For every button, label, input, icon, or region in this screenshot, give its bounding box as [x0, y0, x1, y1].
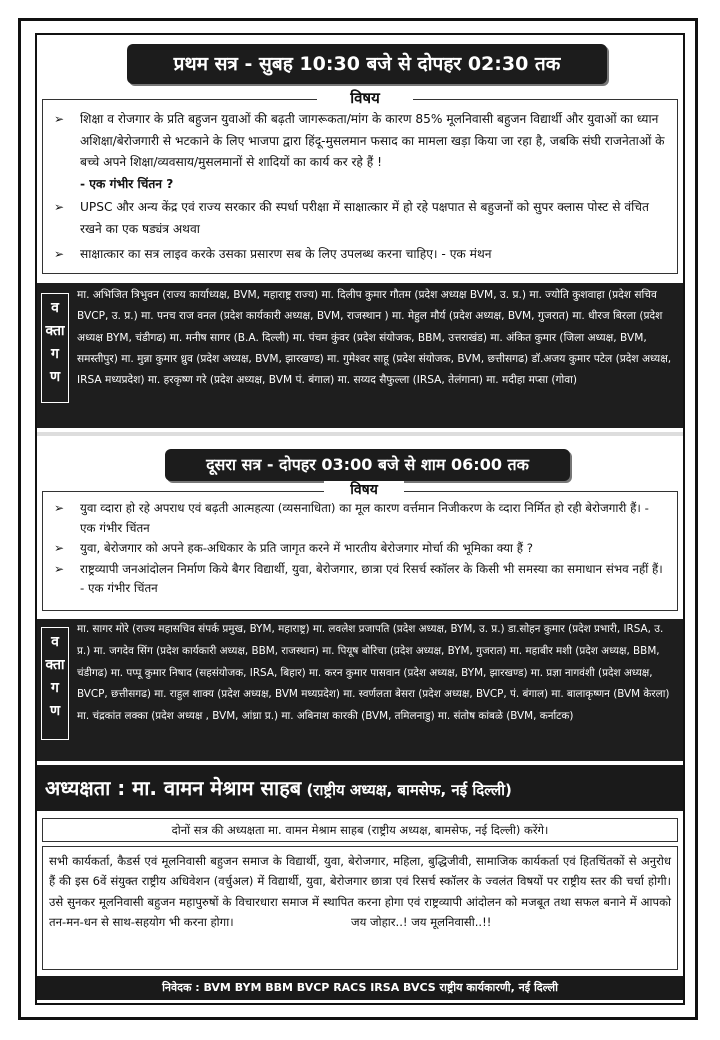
list-item [52, 539, 668, 559]
label-char: क्ता [45, 323, 65, 339]
topic-text: शिक्षा व रोजगार के प्रति बहुजन युवाओं की बढ़ती जागरूकता/मांग के कारण 85% मूलनिवासी बहुजन विद्यार्थी और युवाओं का ध्यान अशिक्षा/बेरोजगारी से भटकाने के लिए भाजपा द्वारा हिंदू-मुसलमान फसाद का मामला खड़ा किया जा रहा है, जबकि संघी राजनेताओं के बच्चे अपने शिक्षा/व्यवसाय/मुसलमानों से शादियों का कार्य कर रहे हैं ! [80, 112, 665, 169]
footer-banner: निवेदक : BVM BYM BBM BVCP RACS IRSA BVCS राष्ट्रीय कार्यकारणी, नई दिल्ली [37, 976, 683, 1000]
session1-title: प्रथम सत्र - सुबह 10:30 बजे से दोपहर 02:30 तक [127, 44, 607, 84]
topic-sub: - एक गंभीर चिंतन ? [80, 176, 174, 191]
appeal-text: सभी कार्यकर्ता, कैडर्स एवं मूलनिवासी बहुजन समाज के विद्यार्थी, युवा, बेरोजगार, महिला, बुद्धिजीवी, सामाजिक कार्यकर्ता एवं हितचिंतकों से अनुरोध हैं की इस 6वें संयुक्त राष्ट्रीय अधिवेशन (वर्चुअल) में विद्यार्थी, युवा, बेरोजगार छात्रा एवं रिसर्च स्कॉलर के ज्वलंत विषयों पर राष्ट्रीय स्तर की चर्चा होगी। उसे सुनकर मूलनिवासी बहुजन महापुरुषों के विचारधारा समाज में स्थापित करना होगा एवं राष्ट्रव्यापी आंदोलन को मजबूत तथा सफल बनाने में आपको तन-मन-धन से साथ-सहयोग भी करना होगा। [49, 854, 671, 930]
arrow-bullet-icon: ➢ [54, 200, 65, 214]
arrow-bullet-icon: ➢ [54, 541, 65, 555]
arrow-bullet-icon: ➢ [54, 247, 65, 261]
session2-speakers-panel [37, 619, 683, 761]
session1-topic-heading: विषय [317, 88, 413, 108]
topic-text: युवा व्दारा हो रहे अपराध एवं बढ़ती आत्महत्या (व्यसनाधिता) का मूल कारण वर्त्तमान निजीकरण के व्दारा निर्मित हो रही बेरोजगारी हैं। - एक गंभीर चिंतन [80, 501, 649, 535]
session1-topic-list [52, 109, 668, 267]
list-item [52, 197, 668, 240]
topic-text: साक्षात्कार का सत्र लाइव करके उसका प्रसारण सब के लिए उपलब्ध करना चाहिए। - एक मंथन [80, 247, 492, 261]
label-char: ग [51, 346, 59, 362]
arrow-bullet-icon: ➢ [54, 561, 65, 576]
session2-title: दूसरा सत्र - दोपहर 03:00 बजे से शाम 06:00 तक [165, 449, 570, 481]
divider [37, 432, 683, 436]
speakers-vertical-label [41, 293, 69, 403]
speakers-vertical-label [41, 627, 69, 740]
list-item [52, 499, 668, 538]
list-item [52, 560, 668, 599]
chair-detail: (राष्ट्रीय अध्यक्ष, बामसेफ, नई दिल्ली) [301, 781, 512, 799]
session2-topic-list [52, 499, 668, 600]
session1-speakers-panel [37, 283, 683, 428]
label-char: ण [49, 703, 61, 719]
label-char: व [51, 634, 59, 650]
list-item [52, 244, 668, 266]
session1-speaker-names: मा. अभिजित त्रिभुवन (राज्य कार्याध्यक्ष, BVM, महाराष्ट्र राज्य) मा. दिलीप कुमार गौतम (प्रदेश अध्यक्ष BVM, उ. प्र.) मा. ज्योति कुशवाहा (प्रदेश सचिव BVCP, उ. प्र.) मा. पनच राज वनल (प्रदेश कार्यकारी अध्यक्ष, BVM, राजस्थान ) मा. मेहुल मौर्य (प्रदेश अध्यक्ष, BVM, गुजरात) मा. धीरज बिरला (प्रदेश अध्यक्ष BYM, चंडीगढ) मा. मनीष सागर (B.A. दिल्ली) मा. पंचम कुंवर (प्रदेश संयोजक, BBM, उत्तराखंड) मा. अंकित कुमार (जिला अध्यक्ष, BVM, समस्तीपुर) मा. मुन्ना कुमार ध्रुव (प्रदेश अध्यक्ष, BVM, झारखण्ड) मा. गुमेश्वर साहू (प्रदेश संयोजक, BVM, छत्तीसगढ) डॉ.अजय कुमार पटेल (प्रदेश अध्यक्ष, IRSA मध्यप्रदेश) मा. हरकृष्ण गरे (प्रदेश अध्यक्ष, BVM पं. बंगाल) मा. सय्यद सैफुल्ला (IRSA, तेलंगाना) मा. मदीहा मप्सा (गोवा) [77, 289, 672, 387]
topic-text: UPSC और अन्य केंद्र एवं राज्य सरकार की स्पर्धा परीक्षा में साक्षात्कार में हो रहे पक्षपात से बहुजनों को सुपर क्लास पोस्ट से वंचित रखने का एक षड्यंत्र अथवा [80, 200, 649, 236]
chair-label: अध्यक्षता : मा. वामन मेश्राम साहब [45, 776, 302, 800]
appeal-paragraph [42, 846, 678, 970]
arrow-bullet-icon: ➢ [54, 501, 65, 515]
session2-topic-heading: विषय [324, 481, 404, 499]
session2-speaker-names: मा. सागर मोरे (राज्य महासचिव संपर्क प्रमुख, BYM, महाराष्ट्र) मा. लवलेश प्रजापति (प्रदेश अध्यक्ष, BYM, उ. प्र.) डा.सोहन कुमार (प्रदेश प्रभारी, IRSA, उ. प्र.) मा. जगदेव सिंग (प्रदेश कार्यकारी अध्यक्ष, BBM, राजस्थान) मा. पियूष बोरिचा (प्रदेश अध्यक्ष, BYM, गुजरात) मा. महाबीर मशी (प्रदेश अध्यक्ष, BBM, चंडीगढ) मा. पप्पू कुमार निषाद (सहसंयोजक, IRSA, बिहार) मा. करन कुमार पासवान (प्रदेश अध्यक्ष, BYM, झारखण्ड) मा. प्रज्ञा नागवंशी (प्रदेश अध्यक्ष, BVCP, छत्तीसगढ) मा. राहुल शाक्य (प्रदेश अध्यक्ष, BVM मध्यप्रदेश) मा. स्वर्णलता बेसरा (प्रदेश अध्यक्ष, BVCP, पं. बंगाल) मा. बालाकृष्णन (BVM केरला) मा. चंद्रकांत लक्का (प्रदेश अध्यक्ष , BVM, आंध्रा प्र.) मा. अबिनाश कारकी (BVM, तमिलनाडु) मा. संतोष कांबळे (BVM, कर्नाटक) [77, 623, 670, 723]
topic-text: राष्ट्रव्यापी जनआंदोलन निर्माण किये बैगर विद्यार्थी, युवा, बेरोजगार, छात्रा एवं रिसर्च स्कॉलर के किसी भी समस्या का समाधान संभव नहीं हैं। - एक गंभीर चिंतन [80, 561, 663, 595]
label-char: ण [49, 369, 61, 385]
chair-note: दोनों सत्र की अध्यक्षता मा. वामन मेश्राम साहब (राष्ट्रीय अध्यक्ष, बामसेफ, नई दिल्ली) करेंगे। [42, 818, 678, 842]
slogan: जय जोहार..! जय मूलनिवासी..!! [350, 915, 492, 930]
label-char: ग [51, 680, 59, 696]
arrow-bullet-icon: ➢ [54, 112, 65, 126]
list-item [52, 109, 668, 195]
chair-banner [37, 765, 683, 811]
topic-text: युवा, बेरोजगार को अपने हक-अधिकार के प्रति जागृत करने में भारतीय बेरोजगार मोर्चा की भूमिका क्या हैं ? [80, 541, 533, 555]
label-char: व [51, 300, 59, 316]
label-char: क्ता [45, 657, 65, 673]
